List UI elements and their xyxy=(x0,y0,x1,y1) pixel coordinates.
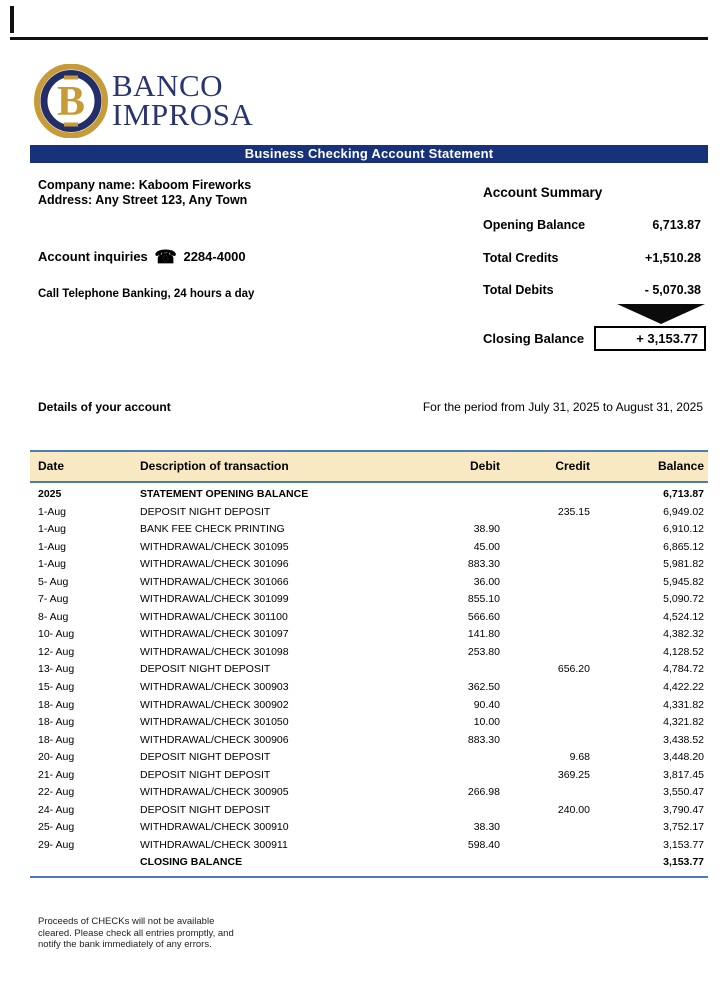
table-row xyxy=(30,714,708,732)
row-debit: 566.60 xyxy=(467,610,500,623)
closing-balance-box: + 3,153.77 xyxy=(594,326,706,351)
row-date: 20- Aug xyxy=(38,751,75,764)
company-address-line: Address: Any Street 123, Any Town xyxy=(38,193,248,207)
logo-monogram: B xyxy=(56,79,86,125)
row-date: 1-Aug xyxy=(38,505,67,518)
row-balance: 4,524.12 xyxy=(663,610,704,623)
row-description: WITHDRAWAL/CHECK 300906 xyxy=(140,733,289,746)
row-debit: 45.00 xyxy=(473,540,500,553)
row-description: WITHDRAWAL/CHECK 301050 xyxy=(140,716,289,729)
total-credits-row xyxy=(483,251,701,265)
total-debits-value: - 5,070.38 xyxy=(644,283,701,297)
row-date: 5- Aug xyxy=(38,575,69,588)
row-debit: 883.30 xyxy=(467,558,500,571)
row-date: 25- Aug xyxy=(38,821,75,834)
table-row xyxy=(30,697,708,715)
row-debit: 266.98 xyxy=(467,786,500,799)
row-description: WITHDRAWAL/CHECK 301066 xyxy=(140,575,289,588)
row-description: WITHDRAWAL/CHECK 301097 xyxy=(140,628,289,641)
bank-wordmark-line1: BANCO xyxy=(112,68,224,103)
row-date: 15- Aug xyxy=(38,681,75,694)
row-balance: 5,945.82 xyxy=(663,575,704,588)
row-description: DEPOSIT NIGHT DEPOSIT xyxy=(140,505,271,518)
row-debit: 36.00 xyxy=(473,575,500,588)
telephone-icon: ☎ xyxy=(154,247,177,267)
row-date: 22- Aug xyxy=(38,786,75,799)
row-balance: 6,949.02 xyxy=(663,505,704,518)
row-debit: 855.10 xyxy=(467,593,500,606)
table-row xyxy=(30,749,708,767)
row-date: 7- Aug xyxy=(38,593,69,606)
table-row xyxy=(30,609,708,627)
row-date: 2025 xyxy=(38,488,62,500)
table-row xyxy=(30,486,708,504)
table-row xyxy=(30,732,708,750)
row-description: WITHDRAWAL/CHECK 300911 xyxy=(140,838,288,851)
row-description: WITHDRAWAL/CHECK 300903 xyxy=(140,681,289,694)
opening-balance-label: Opening Balance xyxy=(483,218,586,232)
row-balance: 3,438.52 xyxy=(663,733,704,746)
row-description: WITHDRAWAL/CHECK 301096 xyxy=(140,558,289,571)
row-date: 10- Aug xyxy=(38,628,75,641)
row-debit: 598.40 xyxy=(467,838,500,851)
row-date: 8- Aug xyxy=(38,610,69,623)
row-debit: 10.00 xyxy=(473,716,500,729)
row-date: 1-Aug xyxy=(38,540,67,553)
row-balance: 4,321.82 xyxy=(663,716,704,729)
row-credit: 369.25 xyxy=(557,768,590,781)
header-debit: Debit xyxy=(470,459,500,473)
account-inquiries-phone: 2284-4000 xyxy=(183,249,246,264)
table-row xyxy=(30,767,708,785)
row-balance: 6,865.12 xyxy=(663,540,704,553)
row-balance: 4,784.72 xyxy=(663,663,704,676)
table-row xyxy=(30,784,708,802)
row-description: WITHDRAWAL/CHECK 300905 xyxy=(140,786,289,799)
row-description: WITHDRAWAL/CHECK 300910 xyxy=(140,821,289,834)
row-date: 1-Aug xyxy=(38,523,67,536)
table-row xyxy=(30,521,708,539)
row-date: 21- Aug xyxy=(38,768,75,781)
row-date: 24- Aug xyxy=(38,803,75,816)
closing-balance-label: Closing Balance xyxy=(483,331,585,346)
table-row xyxy=(30,626,708,644)
header-description: Description of transaction xyxy=(140,459,289,473)
details-section-title: Details of your account xyxy=(38,400,171,414)
row-description: WITHDRAWAL/CHECK 301095 xyxy=(140,540,289,553)
total-debits-label: Total Debits xyxy=(483,283,554,297)
row-description: WITHDRAWAL/CHECK 301098 xyxy=(140,645,289,658)
row-description: WITHDRAWAL/CHECK 301100 xyxy=(140,610,288,623)
table-row xyxy=(30,591,708,609)
customer-info-block xyxy=(38,178,251,208)
table-row xyxy=(30,837,708,855)
header-credit: Credit xyxy=(555,459,590,473)
row-balance: 3,817.45 xyxy=(663,768,704,781)
row-description: STATEMENT OPENING BALANCE xyxy=(140,488,309,500)
row-date: 1-Aug xyxy=(38,558,67,571)
row-balance: 4,382.32 xyxy=(663,628,704,641)
row-balance: 4,128.52 xyxy=(663,645,704,658)
row-debit: 90.40 xyxy=(473,698,500,711)
transactions-table-body xyxy=(30,486,708,872)
table-row xyxy=(30,574,708,592)
row-balance: 3,153.77 xyxy=(663,856,704,869)
row-balance: 3,550.47 xyxy=(663,786,704,799)
table-row xyxy=(30,556,708,574)
row-debit: 141.80 xyxy=(467,628,500,641)
row-description: DEPOSIT NIGHT DEPOSIT xyxy=(140,751,271,764)
row-debit: 38.90 xyxy=(473,523,500,536)
row-balance: 3,752.17 xyxy=(663,821,704,834)
table-row xyxy=(30,644,708,662)
row-description: BANK FEE CHECK PRINTING xyxy=(140,523,285,536)
row-credit: 9.68 xyxy=(569,751,590,764)
row-debit: 253.80 xyxy=(467,645,500,658)
table-row xyxy=(30,679,708,697)
row-description: WITHDRAWAL/CHECK 300902 xyxy=(140,698,289,711)
total-debits-row xyxy=(483,283,701,297)
row-balance: 4,422.22 xyxy=(663,681,704,694)
header-balance: Balance xyxy=(657,459,704,473)
footer-line-1: Proceeds of CHECKs will not be available xyxy=(38,916,215,927)
transactions-table-header xyxy=(30,450,708,483)
row-description: DEPOSIT NIGHT DEPOSIT xyxy=(140,803,271,816)
opening-balance-value: 6,713.87 xyxy=(652,218,701,232)
row-balance: 6,713.87 xyxy=(663,488,704,500)
telephone-banking-line: Call Telephone Banking, 24 hours a day xyxy=(38,288,255,300)
row-date: 13- Aug xyxy=(38,663,75,676)
row-date: 18- Aug xyxy=(38,733,75,746)
row-date: 18- Aug xyxy=(38,716,75,729)
row-credit: 656.20 xyxy=(557,663,590,676)
footer-disclaimer xyxy=(38,916,234,951)
bank-logo-emblem xyxy=(34,64,108,138)
row-balance: 6,910.12 xyxy=(663,523,704,536)
account-inquiries-line xyxy=(38,247,246,268)
table-row xyxy=(30,802,708,820)
account-summary-title: Account Summary xyxy=(483,185,603,200)
row-balance: 4,331.82 xyxy=(663,698,704,711)
row-balance: 3,448.20 xyxy=(663,751,704,764)
table-row xyxy=(30,661,708,679)
company-name-line: Company name: Kaboom Fireworks xyxy=(38,178,252,192)
row-debit: 883.30 xyxy=(467,733,500,746)
row-date: 29- Aug xyxy=(38,838,75,851)
statement-title-banner: Business Checking Account Statement xyxy=(30,145,708,163)
footer-line-2: cleared. Please check all entries promptly, and xyxy=(38,927,234,939)
row-date: 18- Aug xyxy=(38,698,75,711)
footer-line-3: notify the bank immediately of any errors. xyxy=(38,939,212,950)
table-row xyxy=(30,504,708,522)
row-balance: 5,090.72 xyxy=(663,593,704,606)
scan-corner-mark xyxy=(10,6,14,33)
row-debit: 38.30 xyxy=(473,821,500,834)
row-debit: 362.50 xyxy=(467,681,500,694)
table-row xyxy=(30,819,708,837)
table-row xyxy=(30,539,708,557)
summary-arrow-down-icon xyxy=(617,304,705,324)
row-balance: 3,153.77 xyxy=(663,838,704,851)
total-credits-label: Total Credits xyxy=(483,251,559,265)
row-description: DEPOSIT NIGHT DEPOSIT xyxy=(140,663,271,676)
row-credit: 235.15 xyxy=(557,505,590,518)
row-balance: 5,981.82 xyxy=(663,558,704,571)
total-credits-value: +1,510.28 xyxy=(645,251,701,265)
page-top-rule xyxy=(10,37,708,40)
opening-balance-row xyxy=(483,218,701,232)
row-description: WITHDRAWAL/CHECK 301099 xyxy=(140,593,289,606)
row-balance: 3,790.47 xyxy=(663,803,704,816)
account-inquiries-label: Account inquiries xyxy=(38,249,148,264)
row-description: DEPOSIT NIGHT DEPOSIT xyxy=(140,768,271,781)
table-row xyxy=(30,854,708,872)
row-credit: 240.00 xyxy=(557,803,590,816)
header-date: Date xyxy=(38,459,65,473)
row-date: 12- Aug xyxy=(38,645,75,658)
bank-wordmark xyxy=(112,68,254,132)
statement-period-text: For the period from July 31, 2025 to August 31, 2025 xyxy=(422,400,703,414)
table-bottom-rule xyxy=(30,876,708,878)
row-description: CLOSING BALANCE xyxy=(140,856,243,869)
bank-wordmark-line2: IMPROSA xyxy=(112,97,254,132)
